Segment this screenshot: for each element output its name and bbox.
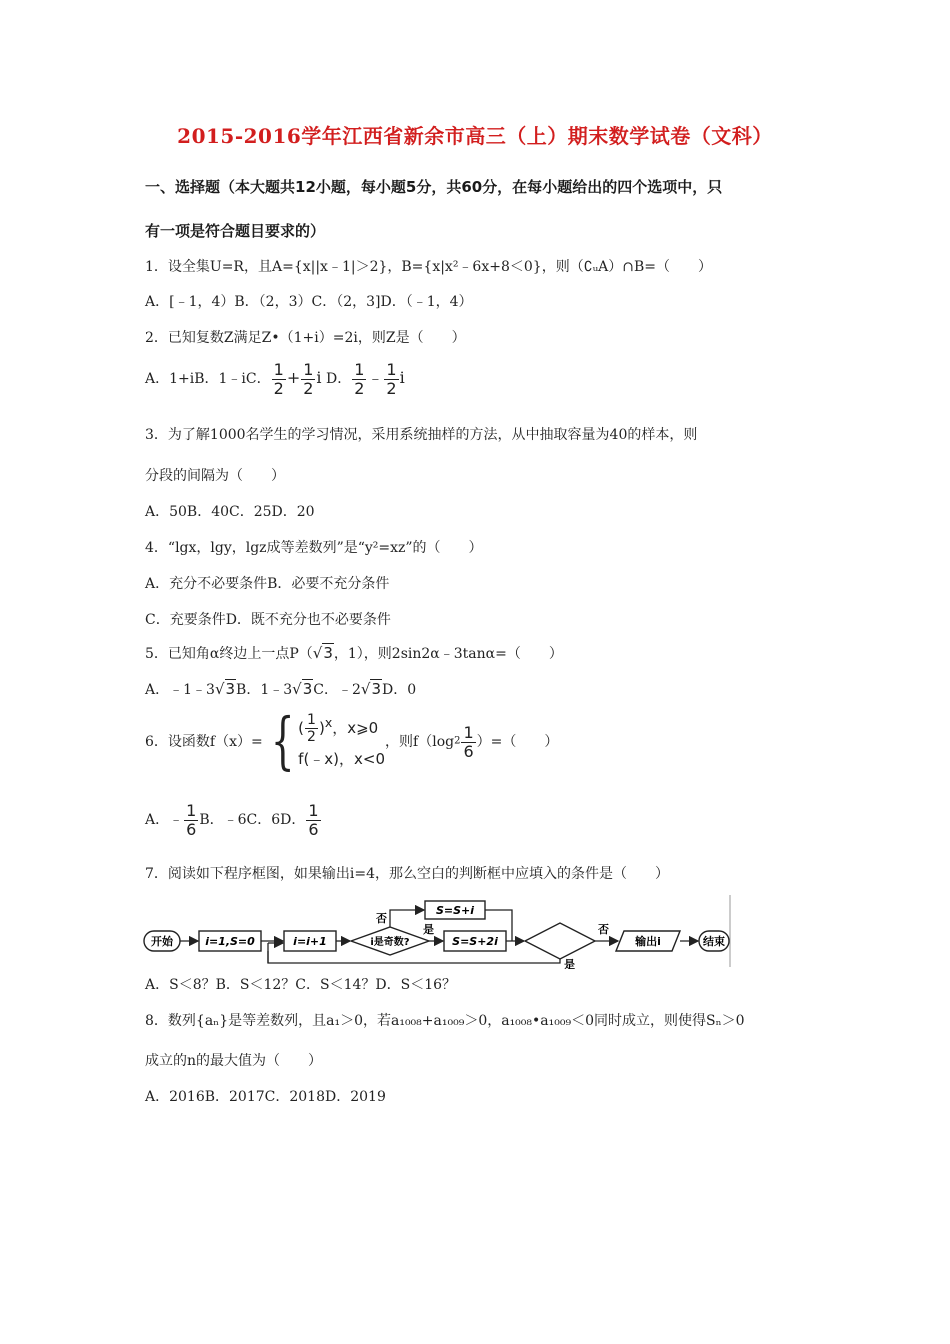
fraction-one-half: $\frac{1}{2}$ <box>386 359 397 398</box>
question-8-options: A．2016B．2017C．2018D．2019 <box>145 1089 386 1105</box>
piecewise-cases: ( $\frac{1}{2}$ )$^x$，x⩾0 f(﹣x)，x<0 <box>298 712 386 768</box>
question-5-stem: 5．已知角α终边上一点P（√3，1），则2sin2α﹣3tanα=（ ） <box>145 644 563 662</box>
yes-label-1: 是 <box>423 923 434 936</box>
question-4-options-line1: A．充分不必要条件B．必要不充分条件 <box>145 576 390 592</box>
no-label-1: 否 <box>376 912 387 925</box>
question-7-options: A．S＜8？B．S＜12？C．S＜14？D．S＜16？ <box>145 977 457 993</box>
end-label: 结束 <box>703 935 725 948</box>
question-3-options: A．50B．40C．25D．20 <box>145 504 315 520</box>
question-4-stem: 4．“lgx，lgy，lgz成等差数列”是“y²=xz”的（ ） <box>145 540 483 556</box>
section-heading-line1: 一、选择题（本大题共12小题，每小题5分，共60分，在每小题给出的四个选项中，只 <box>145 178 723 196</box>
question-6-stem: 6．设函数f（x）= { ( $\frac{1}{2}$ )$^x$，x⩾0 f(﹣x)，x<0 ，则f（log2 $\frac{1}{6}$ ）=（ ） <box>145 704 559 777</box>
s-plus-2i-label: S=S+2i <box>452 935 498 948</box>
question-3-stem-line2: 分段的间隔为（ ） <box>145 468 285 484</box>
question-8-stem-line2: 成立的n的最大值为（ ） <box>145 1053 323 1069</box>
increment-label: i=i+1 <box>293 935 327 948</box>
section-heading-line2: 有一项是符合题目要求的） <box>145 222 326 240</box>
fraction-one-half: $\frac{1}{2}$ <box>273 359 284 398</box>
odd-decision-label: i是奇数? <box>370 937 410 948</box>
question-5-options: A．﹣1﹣3√3B．1﹣3√3C．﹣2√3D．0 <box>145 680 417 698</box>
option-d-label: D． <box>325 371 352 387</box>
page-title: 2015-2016学年江西省新余市高三（上）期末数学试卷（文科） <box>177 124 773 148</box>
question-4-options-line2: C．充要条件D．既不充分也不必要条件 <box>145 612 391 628</box>
fraction-one-sixth: $\frac{1}{6}$ <box>186 800 197 839</box>
yes-label-2: 是 <box>564 958 575 969</box>
sqrt-symbol: √3 <box>312 644 333 662</box>
s-plus-i-label: S=S+i <box>435 904 475 917</box>
start-label: 开始 <box>151 935 173 948</box>
program-flowchart <box>140 893 736 969</box>
question-2-stem: 2．已知复数Z满足Z•（1+i）=2i，则Z是（ ） <box>145 330 466 346</box>
fraction-one-sixth: $\frac{1}{6}$ <box>308 800 319 839</box>
no-label-2: 否 <box>598 923 609 936</box>
left-brace: { <box>270 704 295 777</box>
question-1-options: A．[﹣1，4）B．（2，3）C．（2，3]D．（﹣1，4） <box>145 294 473 310</box>
init-label: i=1,S=0 <box>205 935 255 948</box>
condition-decision <box>525 923 595 959</box>
question-1-stem: 1．设全集U=R，且A={x||x﹣1|＞2}，B={x|x²﹣6x+8＜0}，则（∁ᵤA）∩B=（ ） <box>145 259 713 275</box>
question-6-options: A．﹣ $\frac{1}{6}$ B．﹣6C．6D． $\frac{1}{6}$ <box>145 800 319 839</box>
fraction-one-sixth: $\frac{1}{6}$ <box>463 723 474 761</box>
question-2-options-prefix: A．1+iB．1﹣iC． <box>145 371 271 387</box>
fraction-one-half: $\frac{1}{2}$ <box>303 359 314 398</box>
question-2-options: A．1+iB．1﹣iC． $\frac{1}{2}$ + $\frac{1}{2}$ i D． $\frac{1}{2}$ ﹣ $\frac{1}{2}$ i <box>145 359 405 398</box>
question-3-stem-line1: 3．为了解1000名学生的学习情况，采用系统抽样的方法，从中抽取容量为40的样本，则 <box>145 427 698 443</box>
fraction-one-half: $\frac{1}{2}$ <box>354 359 365 398</box>
question-8-stem-line1: 8．数列{aₙ}是等差数列，且a₁＞0，若a₁₀₀₈+a₁₀₀₉＞0，a₁₀₀₈•a₁₀₀₉＜0同时成立，则使得Sₙ＞0 <box>145 1013 745 1029</box>
output-label: 输出i <box>635 935 661 948</box>
question-7-stem: 7．阅读如下程序框图，如果输出i=4，那么空白的判断框中应填入的条件是（ ） <box>145 866 670 882</box>
